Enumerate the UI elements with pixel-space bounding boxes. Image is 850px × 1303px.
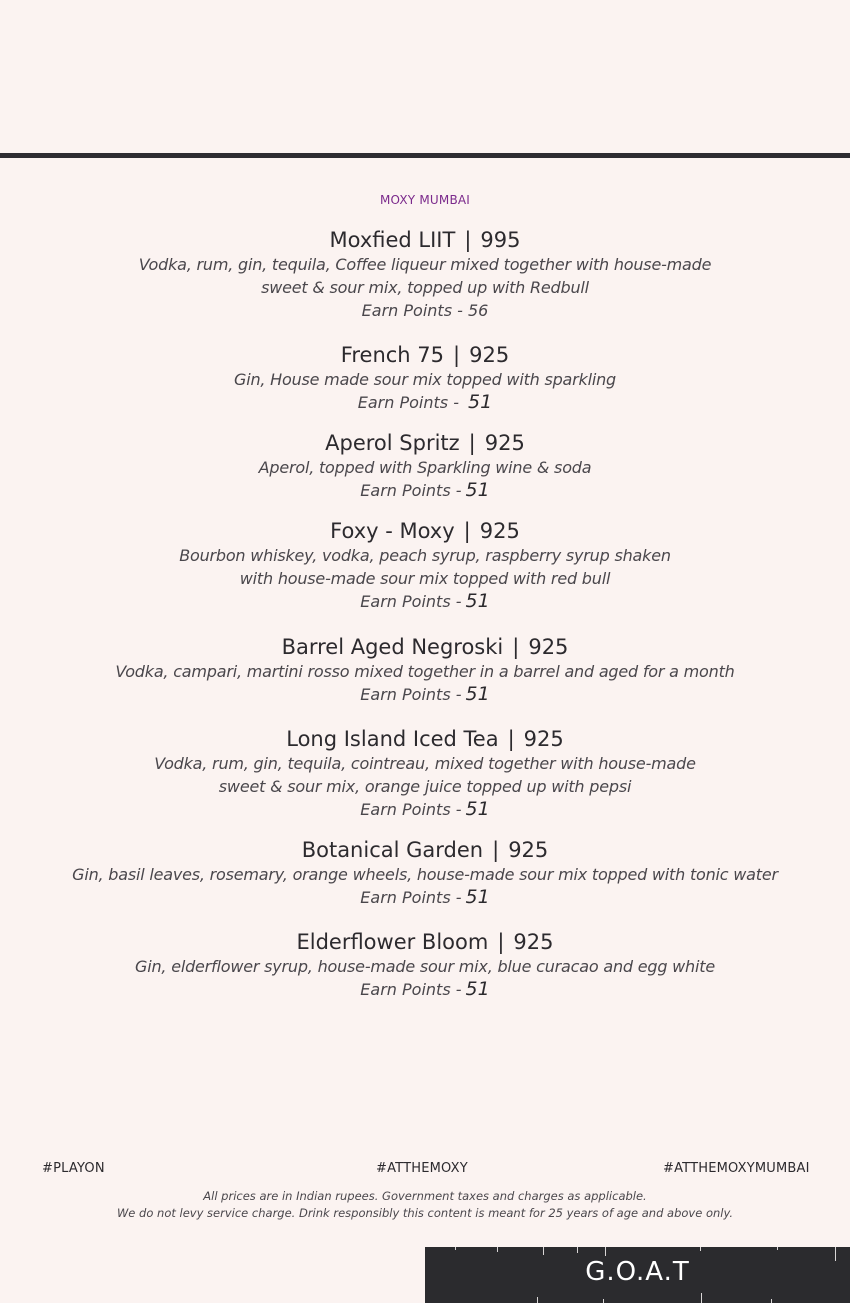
- menu-item-name: Botanical Garden: [301, 838, 484, 862]
- earn-points-label: Earn Points -: [360, 980, 462, 999]
- price-separator: |: [507, 727, 515, 751]
- menu-item-title: [0, 634, 850, 660]
- menu-item-description: sweet & sour mix, orange juice topped up with pepsi: [218, 777, 632, 796]
- price-separator: |: [497, 930, 505, 954]
- menu-item-price: 925: [523, 727, 564, 751]
- earn-points-label: Earn Points -: [360, 685, 462, 704]
- goat-logo-text: G.O.A.T: [585, 1257, 690, 1287]
- menu-item-name: Moxfied LIIT: [329, 228, 456, 252]
- earn-points-value: 51: [465, 886, 490, 908]
- menu-item: [0, 518, 850, 613]
- menu-item-price: 925: [508, 838, 549, 862]
- menu-item: [0, 929, 850, 1001]
- menu-item-description: Aperol, topped with Sparkling wine & soda: [258, 458, 592, 477]
- menu-item: [0, 634, 850, 706]
- menu-item-title: [0, 227, 850, 253]
- menu-item-description: sweet & sour mix, topped up with Redbull: [261, 278, 589, 297]
- earn-points-label: Earn Points -: [357, 393, 465, 412]
- menu-item: [0, 726, 850, 821]
- footnote-disclaimer: We do not levy service charge. Drink responsibly this content is meant for 25 years of age and above only.: [116, 1206, 734, 1220]
- earn-points-label: Earn Points - 56: [361, 301, 489, 320]
- earn-points-value: 51: [465, 978, 490, 1000]
- price-separator: |: [464, 228, 472, 252]
- menu-item-price: 925: [513, 930, 554, 954]
- menu-item-price: 995: [480, 228, 521, 252]
- earn-points: [0, 391, 850, 414]
- price-separator: |: [463, 519, 471, 543]
- menu-item-title: [0, 518, 850, 544]
- menu-item-name: Long Island Iced Tea: [286, 727, 499, 751]
- earn-points: [0, 798, 850, 821]
- earn-points-value: 51: [465, 479, 490, 501]
- menu-item-name: French 75: [340, 343, 445, 367]
- menu-item: [0, 342, 850, 414]
- hashtag-playon: #PLAYON: [42, 1161, 105, 1176]
- goat-brand-banner: [425, 1247, 850, 1303]
- earn-points: [0, 978, 850, 1001]
- hashtag-atthemoxy: #ATTHEMOXY: [376, 1161, 468, 1176]
- price-separator: |: [492, 838, 500, 862]
- menu-item-title: [0, 837, 850, 863]
- menu-item-title: [0, 342, 850, 368]
- earn-points-label: Earn Points -: [360, 888, 462, 907]
- header-divider: [0, 153, 850, 158]
- menu-item-name: Aperol Spritz: [325, 431, 460, 455]
- earn-points: [0, 683, 850, 706]
- price-separator: |: [512, 635, 520, 659]
- menu-item: [0, 430, 850, 502]
- earn-points: [0, 590, 850, 613]
- earn-points-value: 51: [465, 590, 490, 612]
- menu-item-name: Barrel Aged Negroski: [281, 635, 504, 659]
- menu-item-title: [0, 430, 850, 456]
- menu-item-description: Vodka, rum, gin, tequila, cointreau, mixed together with house-made: [154, 754, 696, 773]
- menu-item-price: 925: [469, 343, 510, 367]
- menu-item-description: Bourbon whiskey, vodka, peach syrup, raspberry syrup shaken: [179, 546, 671, 565]
- menu-item-description: Gin, elderflower syrup, house-made sour mix, blue curacao and egg white: [135, 957, 715, 976]
- menu-item-description: with house-made sour mix topped with red bull: [239, 569, 611, 588]
- menu-item-title: [0, 726, 850, 752]
- menu-item-description: Gin, House made sour mix topped with sparkling: [234, 370, 616, 389]
- earn-points-value: 51: [465, 798, 490, 820]
- menu-item-description: Vodka, rum, gin, tequila, Coffee liqueur mixed together with house-made: [138, 255, 712, 274]
- menu-item-price: 925: [479, 519, 520, 543]
- venue-name: MOXY MUMBAI: [379, 193, 471, 207]
- menu-item: [0, 837, 850, 909]
- hashtag-atthemoxymumbai: #ATTHEMOXYMUMBAI: [663, 1161, 810, 1176]
- earn-points: [0, 299, 850, 322]
- menu-item-name: Elderflower Bloom: [296, 930, 489, 954]
- price-separator: |: [453, 343, 461, 367]
- earn-points-value: 51: [468, 391, 493, 413]
- menu-item-price: 925: [484, 431, 525, 455]
- earn-points-label: Earn Points -: [360, 592, 462, 611]
- earn-points-value: 51: [465, 683, 490, 705]
- earn-points: [0, 886, 850, 909]
- menu-item-price: 925: [528, 635, 569, 659]
- footnote-prices: All prices are in Indian rupees. Government taxes and charges as applicable.: [203, 1189, 647, 1203]
- earn-points-label: Earn Points -: [360, 800, 462, 819]
- menu-item-description: Vodka, campari, martini rosso mixed together in a barrel and aged for a month: [115, 662, 735, 681]
- menu-item-description: Gin, basil leaves, rosemary, orange wheels, house-made sour mix topped with tonic water: [72, 865, 778, 884]
- price-separator: |: [468, 431, 476, 455]
- menu-item-title: [0, 929, 850, 955]
- earn-points: [0, 479, 850, 502]
- menu-item: [0, 227, 850, 322]
- earn-points-label: Earn Points -: [360, 481, 462, 500]
- menu-item-name: Foxy - Moxy: [330, 519, 455, 543]
